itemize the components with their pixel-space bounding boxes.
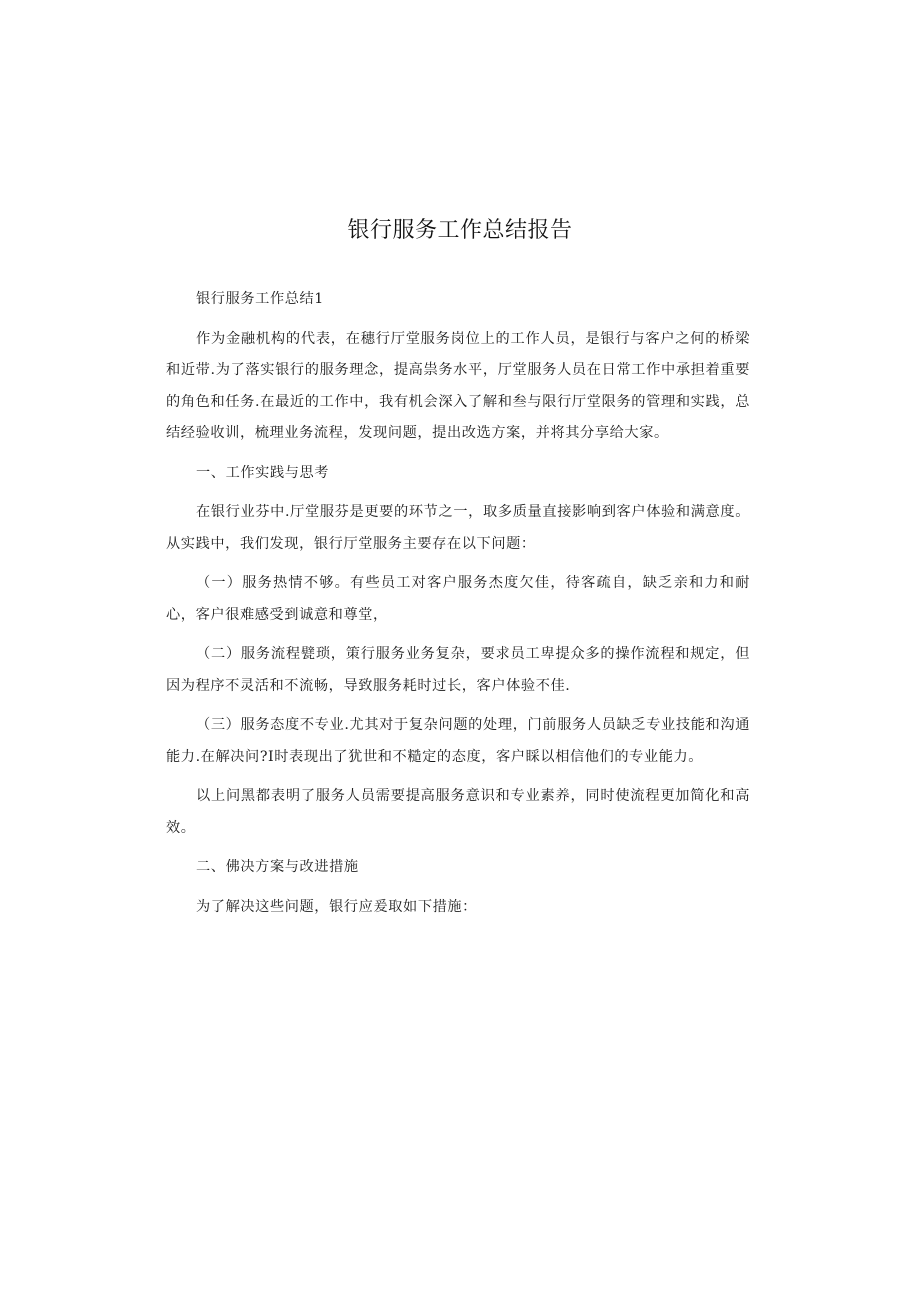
- spacer: [166, 316, 750, 324]
- spacer: [166, 631, 750, 639]
- spacer: [166, 773, 750, 781]
- paragraph-conclusion: 以上问黑都表明了服务人员需要提高服务意识和专业素养，同时使流程更加简化和高效。: [166, 788, 750, 836]
- spacer: [166, 884, 750, 892]
- paragraph-issue-1: （一）服务热情不够。有些员工对客户服务杰度欠佳，待客疏自，缺乏亲和力和耐心，客户很难感受到诚意和尊堂，: [166, 575, 750, 623]
- paragraph-intro: 作为金融机构的代表，在穗行厅堂服务岗位上的工作人员，是银行与客户之何的桥梁和近带.为了落实银行的服务理念，提高祟务水平，厅堂服务人员在日常工作中承担着重要的角色和任务.在最近的工作中，我有机会深入了解和叁与限行厅堂限务的管理和实践，总结经验收训，梳理业务流程，发现问题，提出改选方案，并将其分享给大家。: [166, 330, 750, 441]
- heading-solutions: 二、佛决方案与改进措施: [196, 859, 359, 875]
- spacer: [166, 702, 750, 710]
- document-title: 银行服务工作总结报告: [347, 218, 573, 243]
- paragraph-issue-3: （三）服务态度不专业.尤其对于复杂问题的处理，门前服务人员缺乏专业技能和沟通能力.在解决问?I时表现出了犹世和不糙定的态度，客户睬以相信他们的专业能力。: [166, 717, 750, 765]
- spacer: [166, 450, 750, 458]
- paragraph-issue-2: （二）服务流程甓琐，策行服务业务复杂，要求员工卑提众多的操作流程和规定，但因为程序不灵活和不流畅，导致服务耗时过长，客户体验不佳.: [166, 646, 750, 694]
- heading-work-practice: 一、工作实践与思考: [196, 464, 330, 481]
- spacer: [166, 489, 750, 497]
- paragraph-measures-intro: 为了解决这些问题，银行应爰取如下措施：: [196, 898, 477, 915]
- spacer: [166, 560, 750, 568]
- paragraph-practice: 在银行业芬中.厅堂服芬是更要的环节之一，取多质量直接影响到客户体验和满意度。从实践中，我们发现，银行厅堂服务主要存在以下问题：: [166, 504, 750, 552]
- spacer: [166, 844, 750, 852]
- section-label: 银行服务工作总结1: [196, 291, 324, 307]
- document-body: [166, 284, 750, 923]
